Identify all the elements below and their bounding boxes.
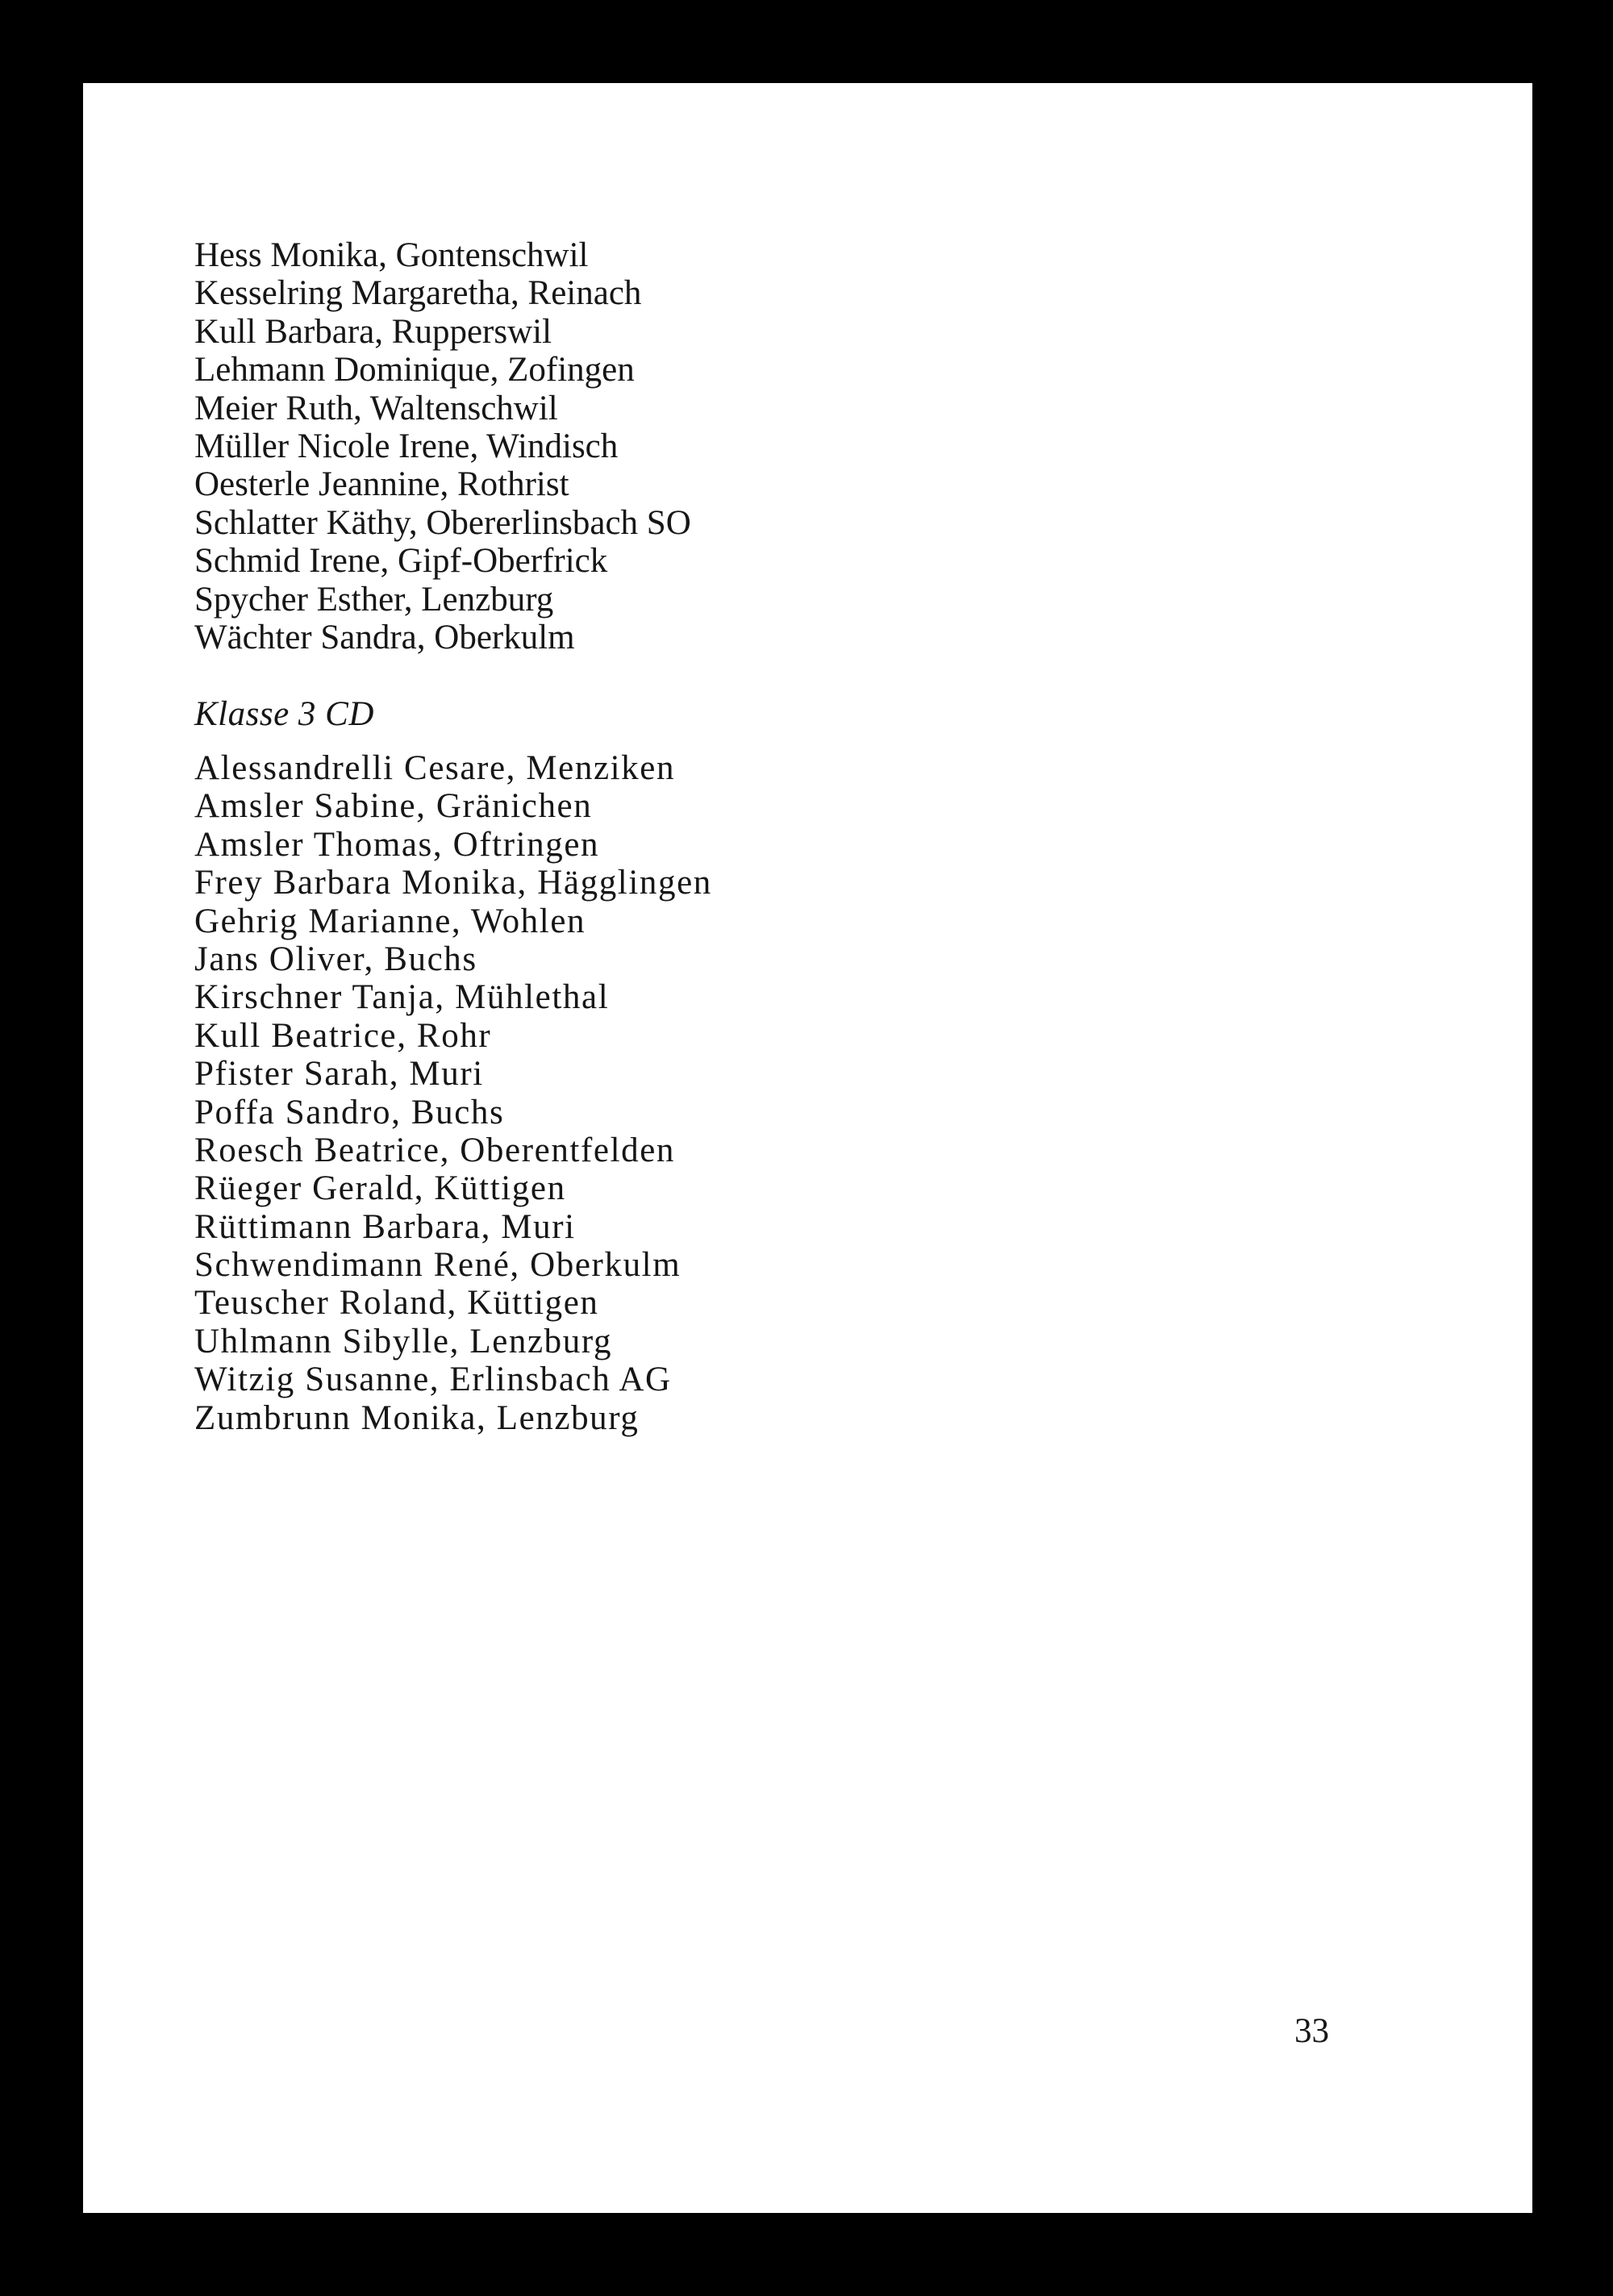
- student-entry: Kirschner Tanja, Mühlethal: [194, 978, 610, 1017]
- class-heading: Klasse 3 CD: [194, 695, 374, 733]
- student-entry: Alessandrelli Cesare, Menziken: [194, 749, 676, 787]
- student-entry: Poffa Sandro, Buchs: [194, 1093, 505, 1131]
- student-entry: Lehmann Dominique, Zofingen: [194, 351, 635, 390]
- student-entry: Witzig Susanne, Erlinsbach AG: [194, 1361, 672, 1399]
- student-entry: Frey Barbara Monika, Hägglingen: [194, 864, 712, 902]
- page-number: 33: [1294, 2012, 1329, 2050]
- student-entry: Pfister Sarah, Muri: [194, 1055, 484, 1094]
- student-entry: Amsler Thomas, Oftringen: [194, 825, 600, 864]
- student-entry: Kull Barbara, Rupperswil: [194, 312, 552, 351]
- student-list-previous-class: [194, 236, 691, 656]
- student-entry: Schmid Irene, Gipf-Oberfrick: [194, 542, 608, 581]
- student-entry: Hess Monika, Gontenschwil: [194, 236, 589, 274]
- student-entry: Kesselring Margaretha, Reinach: [194, 274, 642, 313]
- student-entry: Meier Ruth, Waltenschwil: [194, 389, 558, 427]
- student-entry: Schlatter Käthy, Obererlinsbach SO: [194, 503, 691, 542]
- student-entry: Zumbrunn Monika, Lenzburg: [194, 1398, 640, 1437]
- document-page: [83, 83, 1532, 2213]
- student-entry: Uhlmann Sibylle, Lenzburg: [194, 1322, 613, 1361]
- student-entry: Amsler Sabine, Gränichen: [194, 787, 593, 826]
- student-entry: Kull Beatrice, Rohr: [194, 1016, 492, 1055]
- student-list-class-3cd: [194, 749, 712, 1437]
- student-entry: Rüttimann Barbara, Muri: [194, 1207, 576, 1246]
- student-entry: Rüeger Gerald, Küttigen: [194, 1169, 566, 1208]
- student-entry: Gehrig Marianne, Wohlen: [194, 902, 586, 940]
- student-entry: Schwendimann René, Oberkulm: [194, 1246, 681, 1285]
- student-entry: Wächter Sandra, Oberkulm: [194, 618, 575, 656]
- student-entry: Oesterle Jeannine, Rothrist: [194, 465, 569, 504]
- student-entry: Roesch Beatrice, Oberentfelden: [194, 1131, 675, 1169]
- student-entry: Spycher Esther, Lenzburg: [194, 580, 554, 619]
- student-entry: Müller Nicole Irene, Windisch: [194, 427, 619, 465]
- student-entry: Teuscher Roland, Küttigen: [194, 1284, 599, 1323]
- student-entry: Jans Oliver, Buchs: [194, 940, 477, 978]
